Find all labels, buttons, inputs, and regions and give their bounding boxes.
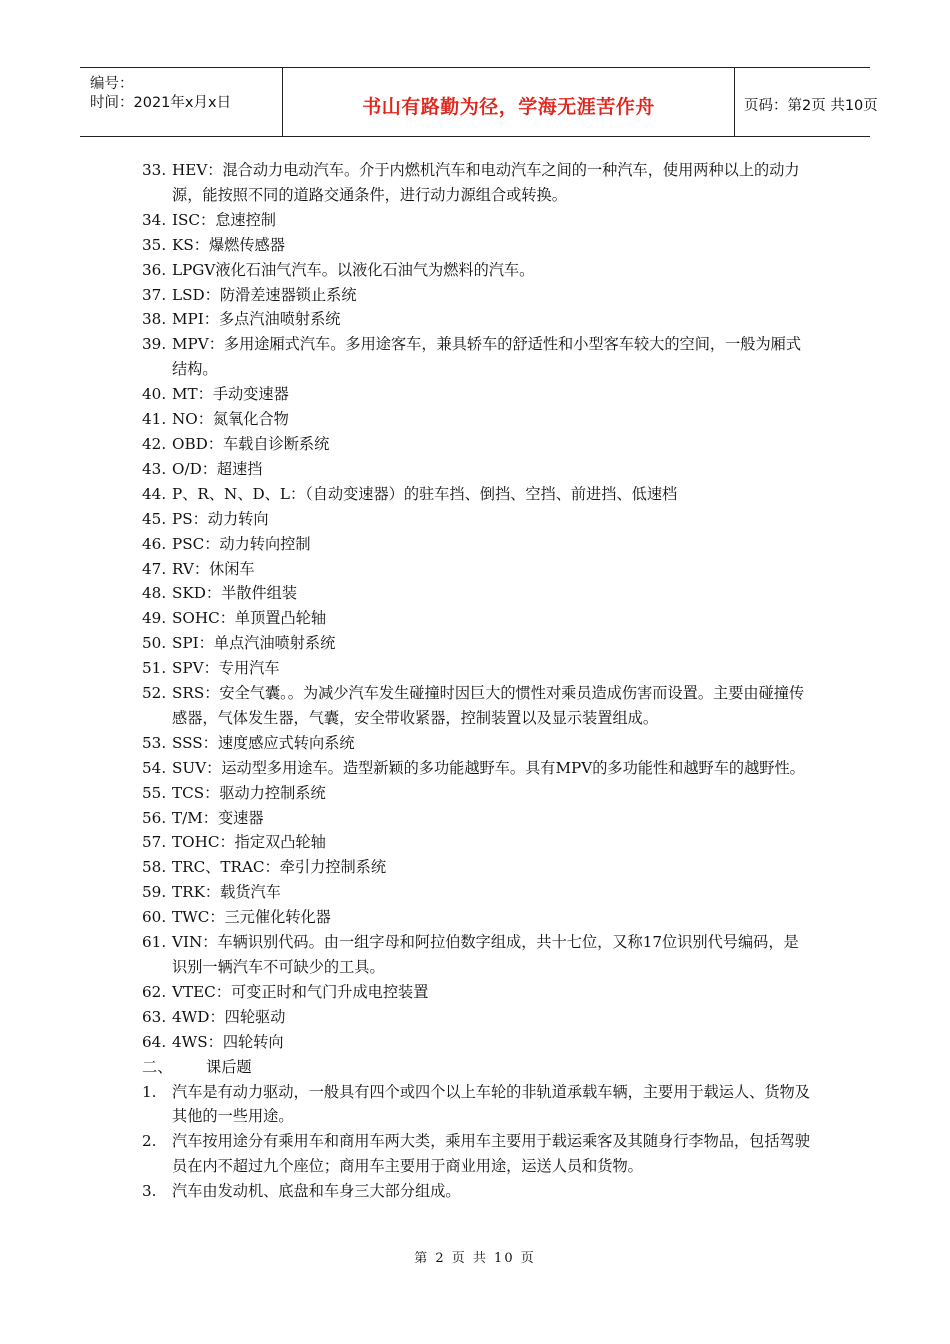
list-item-number: 45. [142,509,167,528]
header-left-cell [80,68,282,136]
list-item [142,258,812,283]
serial-number-label: 编号： [90,76,134,92]
list-item-text: TCS：驱动力控制系统 [172,783,326,802]
list-item-number: 47. [142,559,167,578]
list-item [142,681,812,731]
list-item-text: PS：动力转向 [172,509,269,528]
list-item-number: 55. [142,783,167,802]
abbreviation-list [142,158,812,1055]
list-item-text: SOHC：单顶置凸轮轴 [172,609,327,628]
list-item [142,283,812,308]
list-item-number: 48. [142,584,167,603]
page-info: 页码：第2页 共10页 [744,98,878,114]
list-item [142,507,812,532]
list-item [142,432,812,457]
list-item [142,382,812,407]
list-item-text: T/M：变速器 [172,808,264,827]
list-item-text: SPV：专用汽车 [172,659,280,678]
list-item-text: SPI：单点汽油喷射系统 [172,634,336,653]
list-item [142,332,812,382]
list-item-text: PSC：动力转向控制 [172,534,311,553]
document-body [142,158,812,1204]
list-item-number: 33. [142,161,167,179]
list-item [142,1030,812,1055]
question-item [142,1129,812,1179]
section-number: 二、 [142,1057,173,1076]
list-item-number: 37. [142,285,167,304]
list-item-number: 43. [142,459,167,478]
list-item [142,930,812,980]
list-item-text: TRK：载货汽车 [172,883,281,902]
list-item-number: 44. [142,484,167,503]
list-item-number: 46. [142,534,167,553]
list-item-text: TRC、TRAC：牵引力控制系统 [172,858,387,877]
list-item-number: 63. [142,1007,167,1026]
list-item [142,631,812,656]
list-item [142,457,812,482]
list-item-text: MPV：多用途厢式汽车。多用途客车，兼具轿车的舒适性和小型客车较大的空间，一般为厢式结构。 [172,335,802,379]
question-list [142,1080,812,1205]
question-item [142,1080,812,1130]
list-item-text: VTEC：可变正时和气门升成电控装置 [172,982,429,1001]
list-item-text: SRS：安全气囊。。为减少汽车发生碰撞时因巨大的惯性对乘员造成伤害而设置。主要由碰撞传感器，气体发生器，气囊，安全带收紧器，控制装置以及显示装置组成。 [172,684,805,727]
list-item [142,781,812,806]
question-item-text: 汽车由发动机、底盘和车身三大部分组成。 [172,1182,461,1201]
motto-text: 书山有路勤为径，学海无涯苦作舟 [362,96,655,118]
list-item-number: 57. [142,833,167,852]
question-item-number: 1. [142,1082,157,1101]
list-item-text: NO：氮氧化合物 [172,410,289,429]
list-item [142,482,812,507]
list-item-number: 41. [142,410,167,429]
question-item-number: 3. [142,1182,157,1201]
list-item-text: MT：手动变速器 [172,385,289,404]
page-footer: 第 2 页 共 10 页 [414,1251,536,1266]
list-item-text: OBD：车载自诊断系统 [172,434,330,453]
list-item-number: 38. [142,310,167,329]
list-item-number: 34. [142,210,167,229]
list-item-number: 39. [142,335,167,354]
list-item-text: VIN：车辆识别代码。由一组字母和阿拉伯数字组成，共十七位，又称17位识别代号编码，是识别一辆汽车不可缺少的工具。 [172,933,799,976]
list-item-text: SUV：运动型多用途车。造型新颖的多功能越野车。具有MPV的多功能性和越野车的越野性。 [172,758,805,777]
list-item-number: 36. [142,260,167,279]
list-item [142,656,812,681]
list-item-number: 40. [142,385,167,404]
list-item [142,806,812,831]
list-item-text: 4WS：四轮转向 [172,1032,284,1051]
list-item [142,581,812,606]
list-item-text: P、R、N、D、L：（自动变速器）的驻车挡、倒挡、空挡、前进挡、低速档 [172,484,678,503]
list-item-number: 60. [142,908,167,927]
list-item [142,756,812,781]
list-item-number: 42. [142,434,167,453]
list-item [142,208,812,233]
list-item-number: 61. [142,933,167,952]
list-item-text: SSS：速度感应式转向系统 [172,733,355,752]
list-item-number: 53. [142,733,167,752]
list-item [142,980,812,1005]
question-item [142,1179,812,1204]
list-item-number: 50. [142,634,167,653]
list-item-number: 62. [142,982,167,1001]
list-item-number: 35. [142,235,167,254]
list-item-number: 59. [142,883,167,902]
section-heading [142,1055,812,1080]
list-item-text: ISC：怠速控制 [172,210,276,229]
question-item-number: 2. [142,1132,157,1151]
list-item-text: SKD：半散件组装 [172,584,298,603]
list-item [142,880,812,905]
list-item-text: TWC：三元催化转化器 [172,908,331,927]
list-item [142,830,812,855]
header-right-cell [734,68,878,136]
list-item-text: HEV：混合动力电动汽车。介于内燃机汽车和电动汽车之间的一种汽车，使用两种以上的动力源，能按照不同的道路交通条件，进行动力源组合或转换。 [172,161,800,204]
list-item-number: 51. [142,659,167,678]
list-item-text: TOHC：指定双凸轮轴 [172,833,326,852]
section-title: 课后题 [206,1057,252,1076]
header-middle-cell [282,68,735,136]
list-item [142,158,812,208]
list-item [142,731,812,756]
list-item-number: 49. [142,609,167,628]
list-item [142,557,812,582]
list-item [142,233,812,258]
list-item [142,307,812,332]
list-item-number: 54. [142,758,167,777]
list-item [142,606,812,631]
question-item-text: 汽车按用途分有乘用车和商用车两大类，乘用车主要用于载运乘客及其随身行李物品，包括驾驶员在内不超过九个座位；商用车主要用于商业用途，运送人员和货物。 [172,1132,810,1176]
list-item-text: LSD：防滑差速器锁止系统 [172,285,357,304]
list-item [142,532,812,557]
list-item-number: 58. [142,858,167,877]
page-header [80,67,878,137]
list-item-text: KS：爆燃传感器 [172,235,285,254]
list-item [142,407,812,432]
list-item-text: O/D：超速挡 [172,459,263,478]
list-item-text: 4WD：四轮驱动 [172,1007,286,1026]
list-item [142,855,812,880]
list-item-text: MPI：多点汽油喷射系统 [172,310,341,329]
list-item-text: LPGV液化石油气汽车。以液化石油气为燃料的汽车。 [172,260,535,279]
date-label: 时间：2021年x月x日 [90,95,232,111]
list-item [142,1005,812,1030]
list-item-number: 56. [142,808,167,827]
list-item-text: RV：休闲车 [172,559,255,578]
list-item-number: 64. [142,1032,167,1051]
list-item-number: 52. [142,684,167,703]
list-item [142,905,812,930]
question-item-text: 汽车是有动力驱动，一般具有四个或四个以上车轮的非轨道承载车辆，主要用于载运人、货物及其他的一些用途。 [172,1082,810,1126]
